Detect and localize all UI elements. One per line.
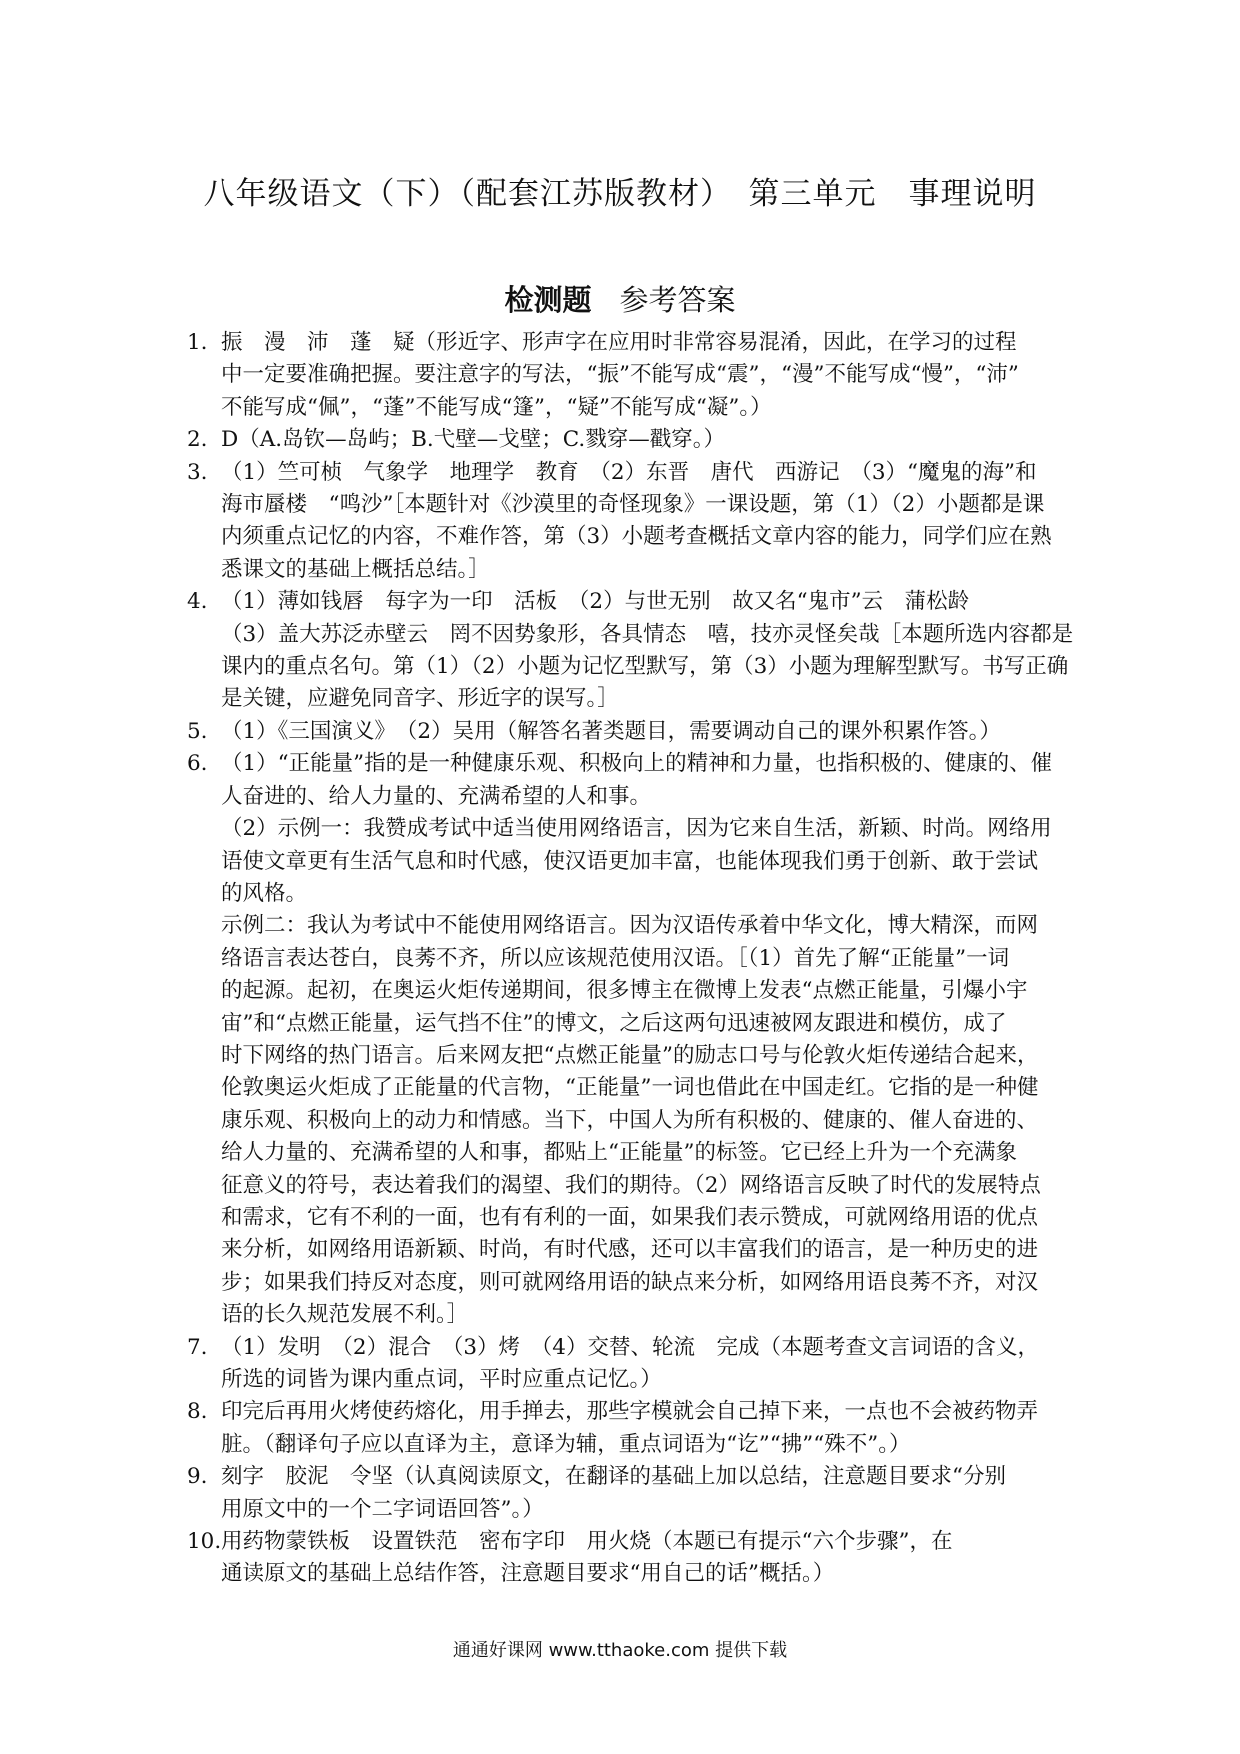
answer-number: 9. xyxy=(187,1464,208,1490)
answer-line: 伦敦奥运火炬成了正能量的代言物，“正能量”一词也借此在中国走红。它指的是一种健 xyxy=(221,1075,1039,1101)
subtitle-rest: 参考答案 xyxy=(619,283,736,317)
answer-line: 悉课文的基础上概括总结。］ xyxy=(221,556,490,582)
subtitle-bold: 检测题 xyxy=(504,283,592,317)
answer-line: 所选的词皆为课内重点词，平时应重点记忆。） xyxy=(221,1367,662,1392)
answer-item xyxy=(187,1396,1067,1461)
answer-line: （1）发明 （2）混合 （3）烤 （4）交替、轮流 完成（本题考查文言词语的含义， xyxy=(221,1334,1039,1360)
answer-line: 海市蜃楼 “鸣沙”［本题针对《沙漠里的奇怪现象》一课设题，第（1）（2）小题都是课 xyxy=(221,492,1045,518)
answer-number: 8. xyxy=(187,1399,208,1425)
answer-item xyxy=(187,424,1067,456)
answer-line: 宙”和“点燃正能量，运气挡不住”的博文，之后这两句迅速被网友跟进和模仿，成了 xyxy=(221,1010,1007,1036)
answer-line: 语的长久规范发展不利。］ xyxy=(221,1302,469,1328)
answer-line: （1）“正能量”指的是一种健康乐观、积极向上的精神和力量，也指积极的、健康的、催 xyxy=(221,751,1053,777)
answer-list xyxy=(187,327,1074,1591)
answer-item xyxy=(187,327,1067,424)
answer-line: 刻字 胶泥 令坚（认真阅读原文，在翻译的基础上加以总结，注意题目要求“分别 xyxy=(221,1464,1006,1490)
answer-line: 语使文章更有生活气息和时代感，使汉语更加丰富，也能体现我们勇于创新、敢于尝试 xyxy=(221,848,1039,874)
answer-line: 来分析，如网络用语新颖、时尚，有时代感，还可以丰富我们的语言，是一种历史的进 xyxy=(221,1237,1039,1263)
answer-line: 振 漫 沛 蓬 疑（形近字、形声字在应用时非常容易混淆，因此，在学习的过程 xyxy=(221,330,1017,355)
answer-number: 7. xyxy=(187,1334,208,1360)
answer-line: 课内的重点名句。第（1）（2）小题为记忆型默写，第（3）小题为理解型默写。书写正确 xyxy=(221,654,1069,680)
answer-line: 络语言表达苍白，良莠不齐，所以应该规范使用汉语。［（1）首先了解“正能量”一词 xyxy=(221,945,1010,971)
answer-number: 6. xyxy=(187,751,208,777)
page-subtitle xyxy=(0,278,1240,319)
answer-line: （3）盖大苏泛赤壁云 罔不因势象形，各具情态 嘻，技亦灵怪矣哉［本题所选内容都是 xyxy=(221,621,1074,647)
answer-number: 4. xyxy=(187,589,208,615)
answer-line: （1）薄如钱唇 每字为一印 活板 （2）与世无别 故又名“鬼市”云 蒲松龄 xyxy=(221,589,970,615)
answer-number: 5. xyxy=(187,718,208,744)
answer-line: 和需求，它有不利的一面，也有有利的一面，如果我们表示赞成，可就网络用语的优点 xyxy=(221,1204,1039,1230)
answer-line: 给人力量的、充满希望的人和事，都贴上“正能量”的标签。它已经上升为一个充满象 xyxy=(221,1140,1017,1166)
answer-item xyxy=(187,1461,1067,1526)
answer-item xyxy=(187,1526,1067,1591)
answer-line: 康乐观、积极向上的动力和情感。当下，中国人为所有积极的、健康的、催人奋进的、 xyxy=(221,1107,1039,1133)
answer-number: 1. xyxy=(187,330,208,355)
answer-line: D（A.岛钦—岛屿；B.弋壁—戈壁；C.戮穿—戳穿。） xyxy=(221,427,726,453)
answer-line: 步；如果我们持反对态度，则可就网络用语的缺点来分析，如网络用语良莠不齐，对汉 xyxy=(221,1269,1039,1295)
answer-line: 示例二：我认为考试中不能使用网络语言。因为汉语传承着中华文化，博大精深，而网 xyxy=(221,913,1039,939)
answer-line: 用原文中的一个二字词语回答”。） xyxy=(221,1496,544,1522)
answer-item xyxy=(187,748,1067,1331)
answer-line: 的风格。 xyxy=(221,880,308,906)
answer-line: 是关键，应避免同音字、形近字的误写。］ xyxy=(221,686,619,712)
answer-number: 3. xyxy=(187,459,208,485)
answer-number: 10. xyxy=(187,1529,222,1555)
answer-line: （1）《三国演义》 （2）吴用（解答名著类题目，需要调动自己的课外积累作答。） xyxy=(221,718,1001,744)
answer-item xyxy=(187,457,1067,587)
answer-line: 脏。（翻译句子应以直译为主，意译为辅，重点词语为“讫”“拂”“殊不”。） xyxy=(221,1431,911,1457)
answer-line: 不能写成“佩”，“蓬”不能写成“篷”，“疑”不能写成“凝”。） xyxy=(221,394,772,420)
answer-line: 时下网络的热门语言。后来网友把“点燃正能量”的励志口号与伦敦火炬传递结合起来， xyxy=(221,1042,1039,1068)
answer-line: 的起源。起初，在奥运火炬传递期间，很多博主在微博上发表“点燃正能量，引爆小宇 xyxy=(221,978,1028,1004)
answer-line: 人奋进的、给人力量的、充满希望的人和事。 xyxy=(221,783,652,809)
page-title: 八年级语文（下）（配套江苏版教材） 第三单元 事理说明 xyxy=(203,176,1037,212)
answer-line: （2）示例一：我赞成考试中适当使用网络语言，因为它来自生活，新颖、时尚。网络用 xyxy=(221,816,1052,842)
answer-line: 中一定要准确把握。要注意字的写法，“振”不能写成“震”，“漫”不能写成“慢”，“沛” xyxy=(221,362,1019,388)
answer-item xyxy=(187,586,1074,716)
answer-line: 征意义的符号，表达着我们的渴望、我们的期待。（2）网络语言反映了时代的发展特点 xyxy=(221,1172,1041,1198)
answer-line: 印完后再用火烤使药熔化，用手掸去，那些字模就会自己掉下来，一点也不会被药物弄 xyxy=(221,1399,1039,1425)
answer-line: 内须重点记忆的内容，不难作答，第（3）小题考查概括文章内容的能力，同学们应在熟 xyxy=(221,524,1052,550)
answer-number: 2. xyxy=(187,427,208,453)
answer-item xyxy=(187,1332,1067,1397)
answer-line: 通读原文的基础上总结作答，注意题目要求“用自己的话”概括。） xyxy=(221,1561,835,1587)
answer-item xyxy=(187,716,1067,748)
answer-line: 用药物蒙铁板 设置铁范 密布字印 用火烧（本题已有提示“六个步骤”，在 xyxy=(221,1529,953,1555)
answer-line: （1）竺可桢 气象学 地理学 教育 （2）东晋 唐代 西游记 （3）“魔鬼的海”和 xyxy=(221,459,1037,485)
footer-text: 通通好课网 www.tthaoke.com 提供下载 xyxy=(452,1640,788,1661)
